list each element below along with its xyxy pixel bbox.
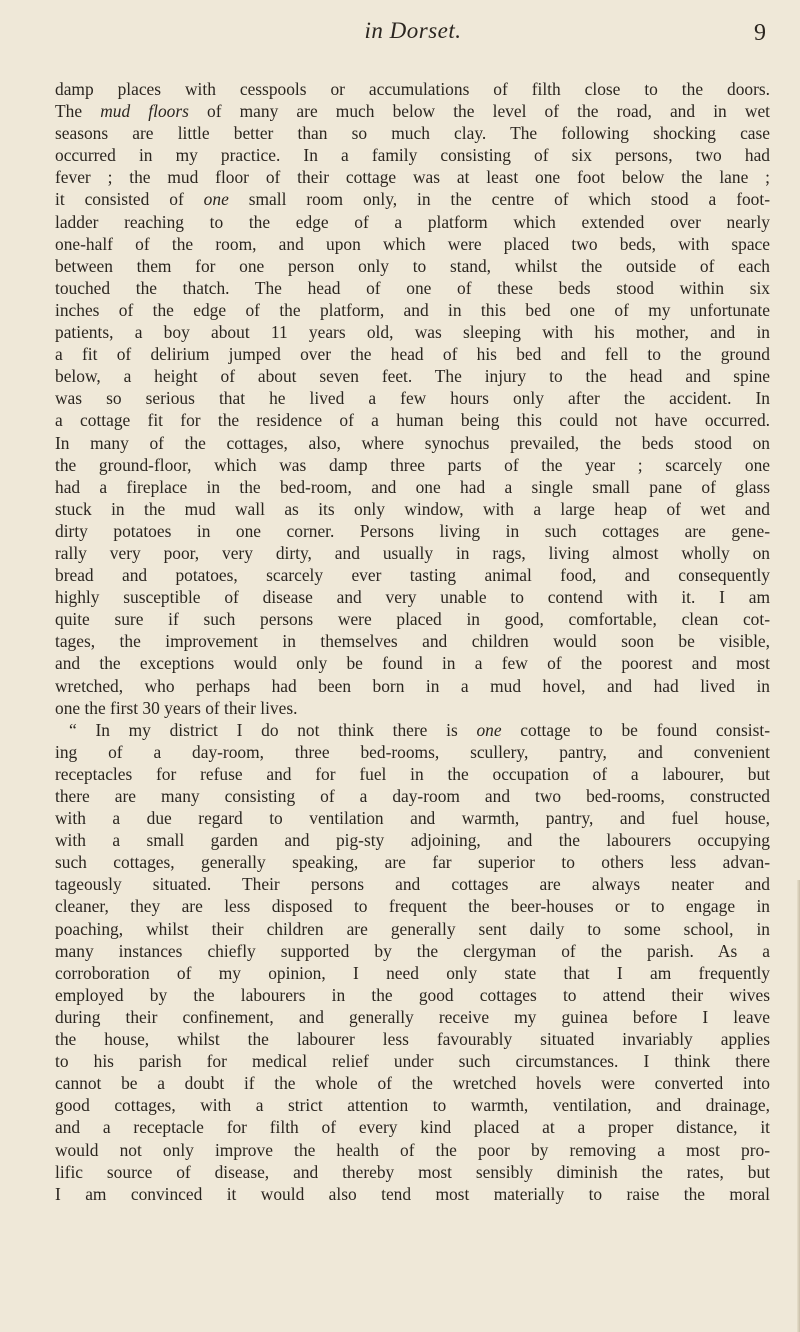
page-number: 9: [754, 20, 766, 46]
text-line: [55, 233, 770, 255]
text-segment: “ In my district I do not think there is: [69, 719, 477, 740]
text-line: [55, 895, 770, 917]
running-head: in Dorset.: [364, 18, 462, 43]
text-segment: poaching, whilst their children are generally sent daily to some school, in: [55, 918, 770, 939]
text-segment: ing of a day-room, three bed-rooms, scullery, pantry, and convenient: [55, 741, 770, 762]
text-line: [55, 343, 770, 365]
text-line: [55, 564, 770, 586]
text-line: [55, 675, 770, 697]
text-segment: dirty potatoes in one corner. Persons living in such cottages are gene-: [55, 520, 770, 541]
text-line: [55, 321, 770, 343]
text-line: [55, 807, 770, 829]
text-segment: cottage to be found consist-: [501, 719, 770, 740]
text-segment: cannot be a doubt if the whole of the wretched hovels were converted into: [55, 1073, 770, 1094]
text-line: [55, 365, 770, 387]
text-segment: a fit of delirium jumped over the head of his bed and fell to the ground: [55, 344, 770, 365]
text-segment: small room only, in the centre of which stood a foot-: [228, 189, 770, 210]
text-line: [55, 432, 770, 454]
text-segment: receptacles for refuse and for fuel in the occupation of a labourer, but: [55, 763, 770, 784]
text-line: [55, 763, 770, 785]
text-segment: fever ; the mud floor of their cottage was at least one foot below the lane ;: [55, 167, 770, 188]
text-line: [55, 409, 770, 431]
text-segment: was so serious that he lived a few hours only after the accident. In: [55, 388, 770, 409]
text-segment: damp places with cesspools or accumulations of filth close to the doors.: [55, 79, 770, 99]
text-line: [55, 1161, 770, 1183]
text-line: [55, 1183, 770, 1205]
text-segment: a cottage fit for the residence of a human being this could not have occurred.: [55, 410, 770, 431]
text-line: [55, 741, 770, 763]
text-line: [55, 918, 770, 940]
text-line: [55, 144, 770, 166]
text-segment: it consisted of: [55, 189, 204, 210]
text-line: [55, 1139, 770, 1161]
text-segment: one-half of the room, and upon which were placed two beds, with space: [55, 233, 770, 254]
text-line: [55, 211, 770, 233]
text-segment: highly susceptible of disease and very unable to contend with it. I am: [55, 587, 770, 608]
text-segment: stuck in the mud wall as its only window, with a large heap of wet and: [55, 498, 770, 519]
text-segment: inches of the edge of the platform, and in this bed one of my unfortunate: [55, 299, 770, 320]
text-segment: cleaner, they are less disposed to frequent the beer-houses or to engage in: [55, 896, 770, 917]
text-line: [55, 873, 770, 895]
text-segment: and the exceptions would only be found in a few of the poorest and most: [55, 653, 770, 674]
text-line: [55, 1094, 770, 1116]
text-segment: seasons are little better than so much clay. The following shocking case: [55, 123, 770, 144]
text-line: [55, 586, 770, 608]
text-segment: many instances chiefly supported by the clergyman of the parish. As a: [55, 940, 770, 961]
text-line: [55, 829, 770, 851]
text-line: [55, 1028, 770, 1050]
text-line: [55, 542, 770, 564]
text-segment: patients, a boy about 11 years old, was sleeping with his mother, and in: [55, 322, 770, 343]
text-line: [55, 277, 770, 299]
text-segment: ladder reaching to the edge of a platform which extended over nearly: [55, 211, 770, 232]
text-segment: employed by the labourers in the good cottages to attend their wives: [55, 984, 770, 1005]
text-segment: during their confinement, and generally receive my guinea before I leave: [55, 1006, 770, 1027]
text-segment: with a small garden and pig-sty adjoining, and the labourers occupying: [55, 830, 770, 851]
text-line: [55, 719, 770, 741]
text-segment: touched the thatch. The head of one of these beds stood within six: [55, 277, 770, 298]
text-line: [55, 962, 770, 984]
text-line: [55, 498, 770, 520]
text-line: [55, 697, 770, 719]
text-line: [55, 1116, 770, 1138]
text-segment: would not only improve the health of the poor by removing a most pro-: [55, 1139, 770, 1160]
text-line: [55, 630, 770, 652]
text-line: [55, 387, 770, 409]
text-segment: tages, the improvement in themselves and children would soon be visible,: [55, 631, 770, 652]
text-segment: lific source of disease, and thereby most sensibly diminish the rates, but: [55, 1161, 770, 1182]
text-segment: of many are much below the level of the road, and in wet: [188, 101, 770, 122]
text-segment: below, a height of about seven feet. The injury to the head and spine: [55, 366, 770, 387]
text-segment: had a fireplace in the bed-room, and one had a single small pane of glass: [55, 476, 770, 497]
italic-segment: one: [476, 719, 502, 740]
text-segment: the ground-floor, which was damp three parts of the year ; scarcely one: [55, 454, 770, 475]
text-line: [55, 166, 770, 188]
text-line: [55, 608, 770, 630]
text-line: [55, 520, 770, 542]
text-line: [55, 1050, 770, 1072]
text-line: [55, 652, 770, 674]
text-segment: rally very poor, very dirty, and usually in rags, living almost wholly on: [55, 542, 770, 563]
text-line: [55, 78, 770, 100]
text-segment: quite sure if such persons were placed in good, comfortable, clean cot-: [55, 609, 770, 630]
text-line: [55, 851, 770, 873]
text-line: [55, 1006, 770, 1028]
text-segment: and a receptacle for filth of every kind placed at a proper distance, it: [55, 1117, 770, 1138]
text-segment: to his parish for medical relief under such circumstances. I think there: [55, 1051, 770, 1072]
text-segment: occurred in my practice. In a family consisting of six persons, two had: [55, 145, 770, 166]
text-segment: wretched, who perhaps had been born in a mud hovel, and had lived in: [55, 675, 770, 696]
text-line: [55, 785, 770, 807]
text-line: [55, 1072, 770, 1094]
text-line: [55, 940, 770, 962]
text-line: [55, 984, 770, 1006]
text-segment: one the first 30 years of their lives.: [55, 697, 298, 718]
italic-segment: mud floors: [100, 101, 189, 122]
text-segment: good cottages, with a strict attention to warmth, ventilation, and drainage,: [55, 1095, 770, 1116]
text-segment: I am convinced it would also tend most materially to raise the moral: [55, 1183, 770, 1204]
body-text: [55, 78, 770, 1205]
text-segment: with a due regard to ventilation and warmth, pantry, and fuel house,: [55, 808, 770, 829]
text-line: [55, 122, 770, 144]
text-segment: such cottages, generally speaking, are far superior to others less advan-: [55, 852, 770, 873]
text-segment: corroboration of my opinion, I need only state that I am frequently: [55, 962, 770, 983]
text-line: [55, 454, 770, 476]
text-line: [55, 188, 770, 210]
text-line: [55, 100, 770, 122]
text-segment: the house, whilst the labourer less favourably situated invariably applies: [55, 1029, 770, 1050]
text-segment: there are many consisting of a day-room and two bed-rooms, constructed: [55, 786, 770, 806]
italic-segment: one: [203, 189, 229, 210]
text-line: [55, 255, 770, 277]
text-segment: tageously situated. Their persons and cottages are always neater and: [55, 874, 770, 895]
text-segment: between them for one person only to stand, whilst the outside of each: [55, 255, 770, 276]
text-line: [55, 476, 770, 498]
text-segment: bread and potatoes, scarcely ever tasting animal food, and consequently: [55, 565, 770, 586]
text-segment: The: [55, 101, 101, 122]
text-line: [55, 299, 770, 321]
text-segment: In many of the cottages, also, where synochus prevailed, the beds stood on: [55, 432, 770, 453]
page-header: [60, 14, 766, 54]
